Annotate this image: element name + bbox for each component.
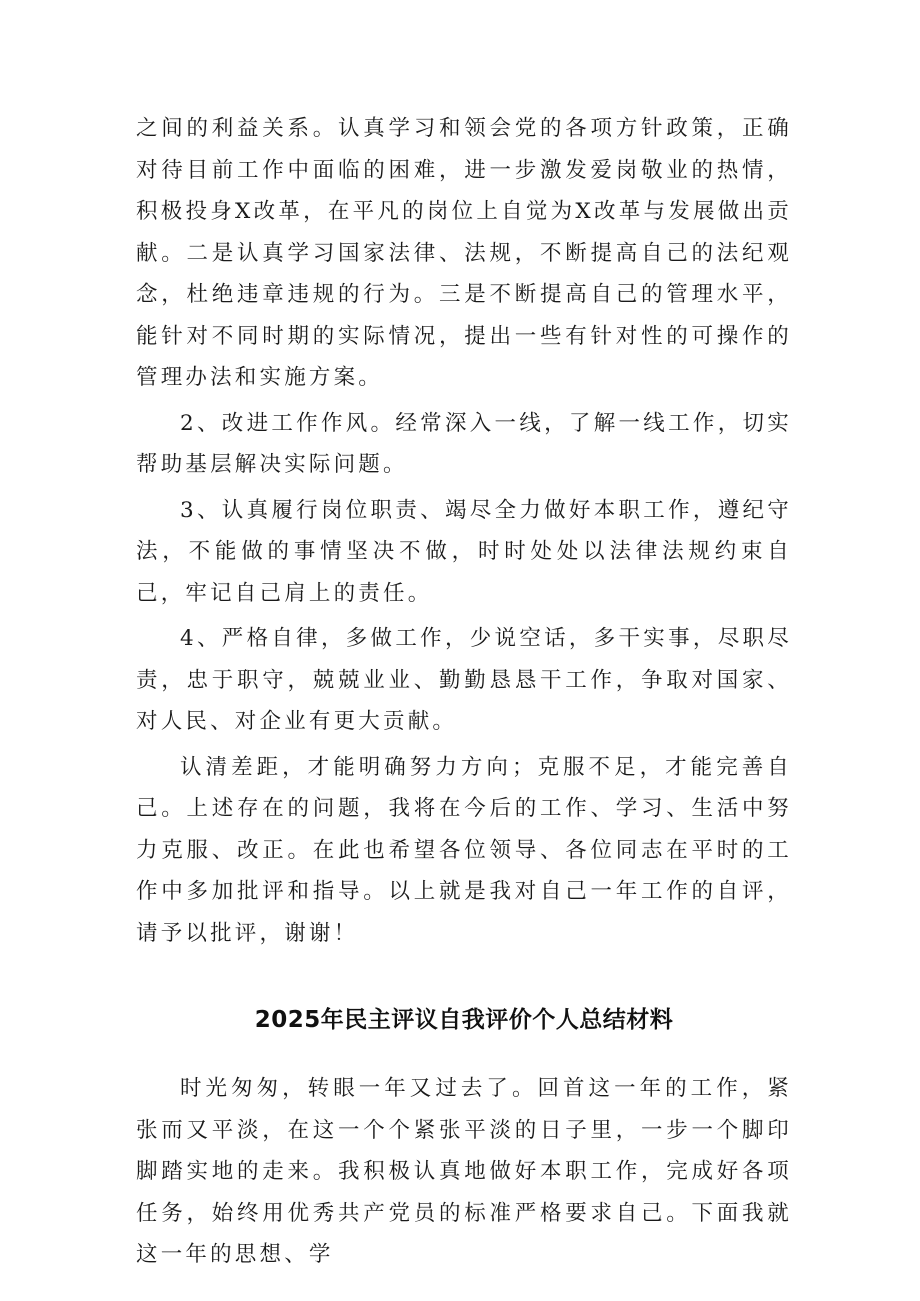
paragraph-item-2: 2、改进工作作风。经常深入一线，了解一线工作，切实帮助基层解决实际问题。 [136, 410, 792, 477]
paragraph-conclusion: 认清差距，才能明确努力方向；克服不足，才能完善自己。上述存在的问题，我将在今后的工作、学习、生活中努力克服、改正。在此也希望各位领导、各位同志在平时的工作中多加批评和指导。以上就是我对自己一年工作的自评，请予以批评，谢谢！ [136, 754, 792, 946]
paragraph-item-4: 4、严格自律，多做工作，少说空话，多干实事，尽职尽责，忠于职守，兢兢业业、勤勤恳恳干工作，争取对国家、对人民、对企业有更大贡献。 [136, 626, 792, 734]
section-title: 2025年民主评议自我评价个人总结材料 [254, 1007, 674, 1033]
document-body [136, 108, 792, 1276]
paragraph-intro: 时光匆匆，转眼一年又过去了。回首这一年的工作，紧张而又平淡，在这一个个紧张平淡的日子里，一步一个脚印脚踏实地的走来。我积极认真地做好本职工作，完成好各项任务，始终用优秀共产党员的标准严格要求自己。下面我就这一年的思想、学 [136, 1076, 792, 1267]
paragraph-item-3: 3、认真履行岗位职责、竭尽全力做好本职工作，遵纪守法，不能做的事情坚决不做，时时处处以法律法规约束自己，牢记自己肩上的责任。 [136, 497, 792, 606]
paragraph-continued: 之间的利益关系。认真学习和领会党的各项方针政策，正确对待目前工作中面临的困难，进一步激发爱岗敬业的热情，积极投身X改革，在平凡的岗位上自觉为X改革与发展做出贡献。二是认真学习国家法律、法规，不断提高自己的法纪观念，杜绝违章违规的行为。三是不断提高自己的管理水平，能针对不同时期的实际情况，提出一些有针对性的可操作的管理办法和实施方案。 [136, 116, 792, 390]
